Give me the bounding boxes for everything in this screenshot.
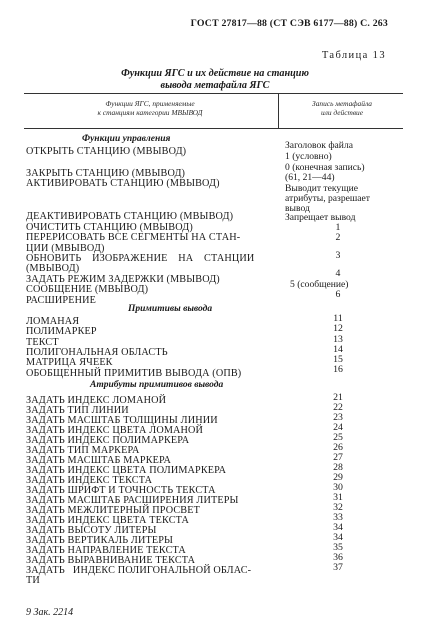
record-number: 37	[333, 562, 343, 573]
primitive-row: ПОЛИМАРКЕР	[26, 326, 97, 337]
record-number: 32	[333, 502, 343, 513]
section-title-primitives: Примитивы вывода	[128, 304, 213, 314]
record-number: 14	[333, 344, 343, 355]
record-number: 11	[333, 313, 343, 324]
record-number: 25	[333, 432, 343, 443]
record-number: 16	[333, 364, 343, 375]
primitive-row: МАТРИЦА ЯЧЕЕК	[26, 357, 113, 368]
attribute-row: ЗАДАТЬ МЕЖЛИТЕРНЫЙ ПРОСВЕТ	[26, 505, 200, 516]
page-footer: 9 Зак. 2214	[26, 607, 74, 618]
record-number: 33	[333, 512, 343, 523]
function-row: СООБЩЕНИЕ (МВЫВОД)	[26, 284, 149, 295]
primitive-row: ПОЛИГОНАЛЬНАЯ ОБЛАСТЬ	[26, 347, 168, 358]
attribute-row: ЗАДАТЬ ИНДЕКС ЛОМАНОЙ	[26, 395, 167, 406]
page-header: ГОСТ 27817—88 (СТ СЭВ 6177—88) С. 263	[190, 18, 388, 29]
record-number: 35	[333, 542, 343, 553]
record-value: 5 (сообщение)	[290, 279, 349, 290]
record-value: Выводит текущие	[285, 183, 358, 194]
primitive-row: ТЕКСТ	[26, 337, 59, 348]
function-row-continued: (МВЫВОД)	[26, 263, 80, 274]
column-header-record	[282, 99, 402, 117]
header-bottom-rule	[24, 128, 403, 129]
record-number: 22	[333, 402, 343, 413]
table-caption-line-2: вывода метафайла ЯГС	[160, 80, 270, 91]
section-title-control: Функции управления	[82, 134, 171, 144]
record-number: 34	[333, 522, 343, 533]
record-value: (61, 21—44)	[285, 172, 335, 183]
attribute-row: ЗАДАТЬ ИНДЕКС ЦВЕТА ПОЛИМАРКЕРА	[26, 465, 227, 476]
record-number: 4	[335, 268, 341, 279]
record-number: 2	[335, 232, 341, 243]
function-row: ОТКРЫТЬ СТАНЦИЮ (МВЫВОД)	[26, 146, 187, 157]
record-number: 12	[333, 323, 343, 334]
primitive-row: ОБОБЩЕННЫЙ ПРИМИТИВ ВЫВОДА (ОПВ)	[26, 368, 242, 379]
function-row: ЗАКРЫТЬ СТАНЦИЮ (МВЫВОД)	[26, 168, 186, 179]
column-divider	[278, 93, 279, 128]
attribute-row: ЗАДАТЬ НАПРАВЛЕНИЕ ТЕКСТА	[26, 545, 186, 556]
attribute-row-continued: ТИ	[26, 575, 40, 586]
attribute-row: ЗАДАТЬ ИНДЕКС ЦВЕТА ТЕКСТА	[26, 515, 190, 526]
function-row-continued: ЦИИ (МВЫВОД)	[26, 243, 105, 254]
attribute-row: ЗАДАТЬ ИНДЕКС ТЕКСТА	[26, 475, 153, 486]
function-row: РАСШИРЕНИЕ	[26, 295, 96, 306]
function-row: ПЕРЕРИСОВАТЬ ВСЕ СЕГМЕНТЫ НА СТАН-	[26, 232, 241, 243]
record-number: 36	[333, 552, 343, 563]
function-row: ОБНОВИТЬ ИЗОБРАЖЕНИЕ НА СТАНЦИИ	[26, 253, 255, 264]
record-value: Запрещает вывод	[285, 212, 356, 223]
record-number: 31	[333, 492, 343, 503]
record-number: 28	[333, 462, 343, 473]
attribute-row: ЗАДАТЬ ШРИФТ И ТОЧНОСТЬ ТЕКСТА	[26, 485, 216, 496]
record-number: 26	[333, 442, 343, 453]
attribute-row: ЗАДАТЬ ТИП ЛИНИИ	[26, 405, 129, 416]
attribute-row: ЗАДАТЬ ВЫСОТУ ЛИТЕРЫ	[26, 525, 157, 536]
record-number: 15	[333, 354, 343, 365]
table-caption-line-1: Функции ЯГС и их действие на станцию	[121, 68, 309, 79]
attribute-row: ЗАДАТЬ ВЕРТИКАЛЬ ЛИТЕРЫ	[26, 535, 174, 546]
record-number: 1	[335, 222, 341, 233]
attribute-row: ЗАДАТЬ ИНДЕКС ЦВЕТА ЛОМАНОЙ	[26, 425, 204, 436]
column-header-record-line-1: Запись метафайла	[312, 99, 372, 108]
column-header-functions-line-2: к станциям категории МВЫВОД	[97, 108, 203, 117]
record-number: 29	[333, 472, 343, 483]
record-number: 30	[333, 482, 343, 493]
table-label: Таблица 13	[321, 50, 386, 61]
column-header-functions	[30, 99, 270, 117]
section-title-attributes: Атрибуты примитивов вывода	[90, 380, 224, 390]
attribute-row: ЗАДАТЬ МАСШТАБ ТОЛЩИНЫ ЛИНИИ	[26, 415, 218, 426]
record-value: Заголовок файла	[285, 140, 353, 151]
record-number: 21	[333, 392, 343, 403]
function-row: АКТИВИРОВАТЬ СТАНЦИЮ (МВЫВОД)	[26, 178, 220, 189]
column-header-record-line-2: или действие	[320, 108, 364, 117]
record-number: 6	[335, 289, 341, 300]
record-number: 23	[333, 412, 343, 423]
attribute-row: ЗАДАТЬ ИНДЕКС ПОЛИМАРКЕРА	[26, 435, 190, 446]
column-header-functions-line-1: Функции ЯГС, применяемые	[105, 99, 195, 108]
record-number: 13	[333, 334, 343, 345]
record-value: вывод	[285, 203, 310, 214]
function-row: ЗАДАТЬ РЕЖИМ ЗАДЕРЖКИ (МВЫВОД)	[26, 274, 220, 285]
record-number: 34	[333, 532, 343, 543]
primitive-row: ЛОМАНАЯ	[26, 316, 80, 327]
record-number: 3	[335, 250, 341, 261]
record-value: 0 (конечная запись)	[285, 162, 365, 173]
record-number: 27	[333, 452, 343, 463]
attribute-row: ЗАДАТЬ ИНДЕКС ПОЛИГОНАЛЬНОЙ ОБЛАС-	[26, 565, 252, 576]
record-value: атрибуты, разрешает	[285, 193, 370, 204]
function-row: ОЧИСТИТЬ СТАНЦИЮ (МВЫВОД)	[26, 222, 193, 233]
function-row: ДЕАКТИВИРОВАТЬ СТАНЦИЮ (МВЫВОД)	[26, 211, 234, 222]
table-top-rule	[24, 93, 403, 94]
record-value: 1 (условно)	[285, 151, 332, 162]
attribute-row: ЗАДАТЬ МАСШТАБ МАРКЕРА	[26, 455, 172, 466]
record-number: 24	[333, 422, 343, 433]
attribute-row: ЗАДАТЬ МАСШТАБ РАСШИРЕНИЯ ЛИТЕРЫ	[26, 495, 239, 506]
attribute-row: ЗАДАТЬ ВЫРАВНИВАНИЕ ТЕКСТА	[26, 555, 196, 566]
attribute-row: ЗАДАТЬ ТИП МАРКЕРА	[26, 445, 140, 456]
